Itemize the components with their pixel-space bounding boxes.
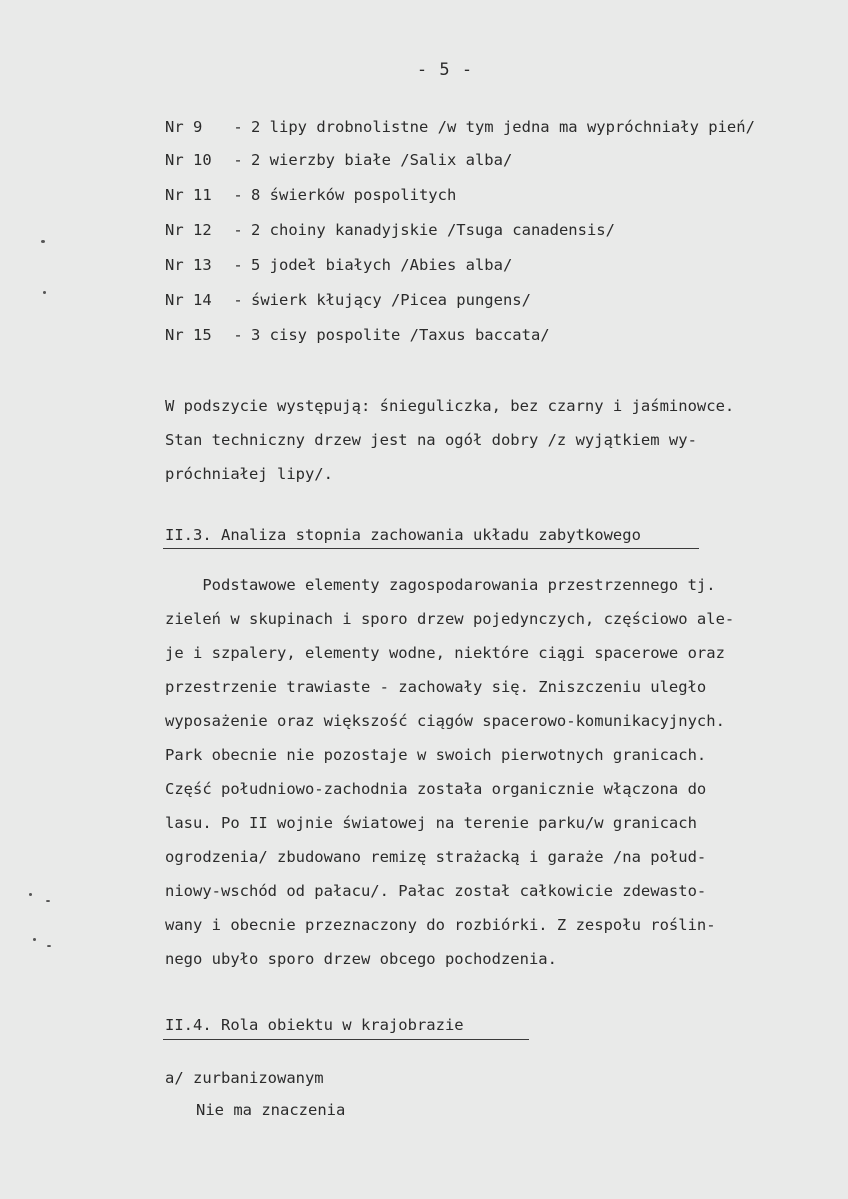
item-dash: - — [233, 291, 243, 309]
item-text: 2 wierzby białe /Salix alba/ — [251, 151, 513, 169]
item-text: 5 jodeł białych /Abies alba/ — [251, 256, 513, 274]
section-3-body: Podstawowe elementy zagospodarowania przestrzennego tj. zieleń w skupinach i sporo drzew pojedynczych, częściowo ale- je i szpalery, elementy wodne, niektóre ciągi spacerowe oraz przestrzenie trawiaste - zachowały się. Zniszczeniu uległo wyposażenie oraz większość ciągów spacerowo-komunikacyjnych. Park obecnie nie pozostaje w swoich pierwotnych granicach. Część południowo-zachodnia została organicznie włączona do lasu. Po II wojnie światowej na terenie parku/w granicach ogrodzenia/ zbudowano remizę strażacką i garaże /na połud- niowy-wschód od pałacu/. Pałac został całkowicie zdewasto- wany i obecnie przeznaczony do rozbiórki. Z zespołu roślin- nego ubyło sporo drzew obcego pochodzenia. — [165, 576, 735, 968]
item-number: Nr 13 — [165, 256, 212, 274]
section-heading-3: II.3. Analiza stopnia zachowania układu zabytkowego — [165, 526, 641, 544]
list-item — [165, 150, 791, 170]
scan-speck — [43, 291, 46, 294]
item-number: Nr 14 — [165, 291, 212, 309]
subsection-text: Nie ma znaczenia — [196, 1101, 346, 1119]
undergrowth-paragraph: W podszycie występują: śnieguliczka, bez czarny i jaśminowce. Stan techniczny drzew jest na ogół dobry /z wyjątkiem wy- próchniałej lipy/. — [165, 397, 735, 483]
scan-speck — [33, 938, 36, 941]
tree-list — [165, 117, 791, 360]
item-number: Nr 9 — [165, 118, 203, 136]
item-dash: - — [233, 221, 243, 239]
scan-speck — [41, 240, 45, 243]
heading-underline — [163, 1039, 529, 1040]
heading-underline — [163, 548, 699, 549]
item-text: świerk kłujący /Picea pungens/ — [251, 291, 531, 309]
list-item — [165, 117, 791, 137]
section-heading-4: II.4. Rola obiektu w krajobrazie — [165, 1016, 464, 1034]
list-item — [165, 290, 791, 310]
item-dash: - — [233, 151, 243, 169]
item-number: Nr 10 — [165, 151, 212, 169]
subsection-label: a/ zurbanizowanym — [165, 1069, 324, 1087]
list-item — [165, 185, 791, 205]
item-text: 2 lipy drobnolistne /w tym jedna ma wypróchniały pień/ — [251, 118, 755, 136]
item-text: 3 cisy pospolite /Taxus baccata/ — [251, 326, 550, 344]
list-item — [165, 255, 791, 275]
item-number: Nr 12 — [165, 221, 212, 239]
item-dash: - — [233, 186, 243, 204]
item-dash: - — [233, 118, 243, 136]
list-item — [165, 220, 791, 240]
list-item — [165, 325, 791, 345]
item-text: 8 świerków pospolitych — [251, 186, 457, 204]
item-dash: - — [233, 326, 243, 344]
scan-speck — [46, 900, 50, 902]
page-number: - 5 - — [416, 60, 474, 80]
scan-speck — [29, 893, 32, 896]
item-number: Nr 11 — [165, 186, 212, 204]
scan-speck — [47, 945, 51, 947]
item-dash: - — [233, 256, 243, 274]
item-text: 2 choiny kanadyjskie /Tsuga canadensis/ — [251, 221, 615, 239]
item-number: Nr 15 — [165, 326, 212, 344]
